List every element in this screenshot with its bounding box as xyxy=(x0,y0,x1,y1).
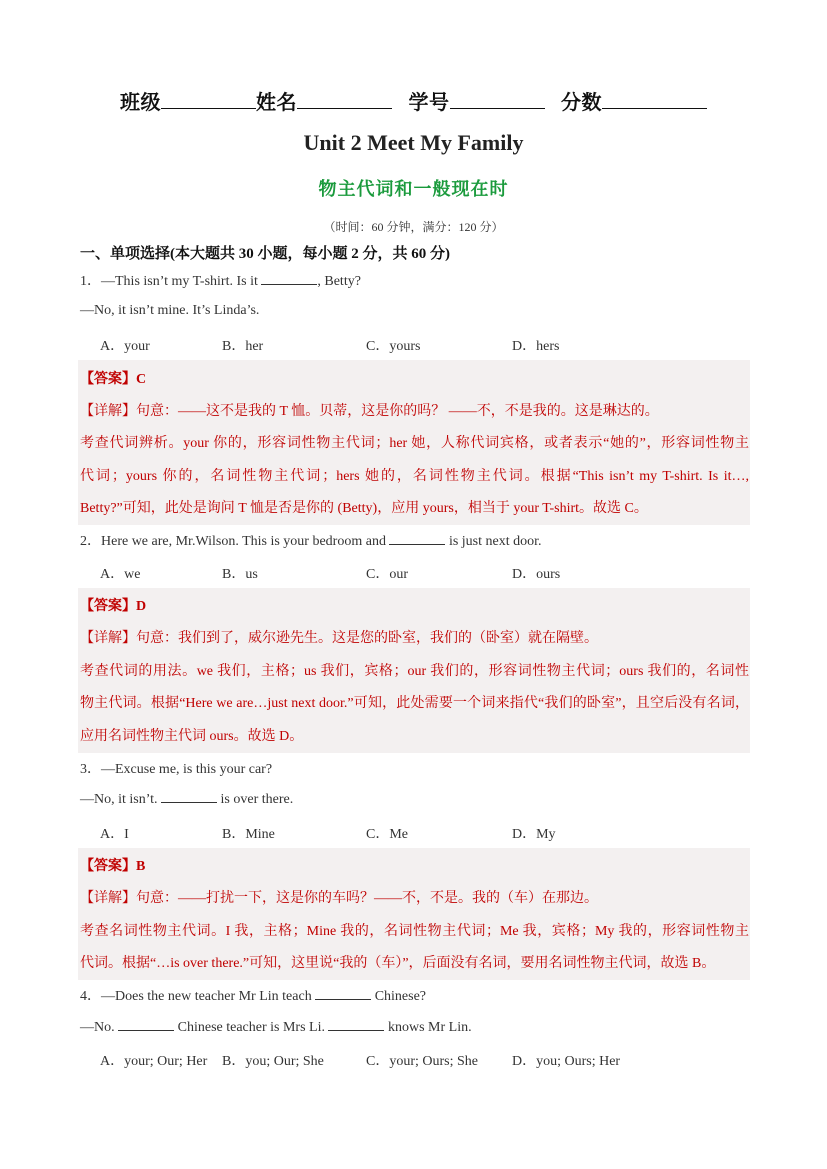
question-4-option-d[interactable]: D．you; Ours; Her xyxy=(512,1054,621,1069)
question-1-detail: 【详解】句意：——这不是我的 T 恤。贝蒂，这是你的吗？ ——不，不是我的。这是琳达的。 xyxy=(80,404,659,419)
student-info-header xyxy=(0,86,827,115)
question-1-analysis-line: 代词；yours 你的，名词性物主代词；hers 她的，名词性物主代词。根据“This isn’t my T-shirt. Is it…, xyxy=(80,469,749,484)
question-3-option-c[interactable]: C．Me xyxy=(366,827,408,842)
question-4-reply: —No. Chinese teacher is Mrs Li. knows Mr Lin. xyxy=(80,1020,472,1035)
question-3-option-a[interactable]: A．I xyxy=(100,827,129,842)
name-label: 姓名 xyxy=(256,92,297,114)
question-4-option-b[interactable]: B．you; Our; She xyxy=(222,1054,324,1069)
name-blank[interactable] xyxy=(297,90,392,109)
page-title: Unit 2 Meet My Family xyxy=(303,130,524,155)
answer-blank xyxy=(328,1018,384,1031)
question-1-answer: 【答案】C xyxy=(80,372,147,387)
question-3-analysis-line: 考查名词性物主代词。I 我，主格；Mine 我的，名词性物主代词；Me 我，宾格；My 我的，形容词性物主 xyxy=(80,924,749,939)
question-3-detail: 【详解】句意：——打扰一下，这是你的车吗？——不，不是。我的（车）在那边。 xyxy=(80,891,598,906)
question-1-analysis-line: 考查代词辨析。your 你的，形容词性物主代词；her 她，人称代词宾格，或者表示“她的”，形容词性物主 xyxy=(80,436,749,451)
question-3-option-d[interactable]: D．My xyxy=(512,827,556,842)
answer-blank xyxy=(389,532,445,545)
student-id-label: 学号 xyxy=(408,92,450,114)
question-3-reply: —No, it isn’t. is over there. xyxy=(80,792,294,807)
question-2-detail: 【详解】句意：我们到了，威尔逊先生。这是您的卧室，我们的（卧室）就在隔壁。 xyxy=(80,631,598,646)
question-4-option-a[interactable]: A．your; Our; Her xyxy=(100,1054,208,1069)
question-2-answer: 【答案】D xyxy=(80,599,147,614)
question-3-answer: 【答案】B xyxy=(80,859,146,874)
question-4-stem: 4．—Does the new teacher Mr Lin teach Chinese? xyxy=(80,989,427,1004)
answer-blank xyxy=(161,790,217,803)
question-4-option-c[interactable]: C．your; Ours; She xyxy=(366,1054,478,1069)
score-blank[interactable] xyxy=(602,90,707,109)
question-2-analysis-line: 应用名词性物主代词 ours。故选 D。 xyxy=(80,729,304,744)
question-2-option-b[interactable]: B．us xyxy=(222,567,258,582)
score-label: 分数 xyxy=(561,92,602,114)
question-2-analysis-line: 考查代词的用法。we 我们，主格；us 我们，宾格；our 我们的，形容词性物主代词；ours 我们的，名词性 xyxy=(80,664,749,679)
class-blank[interactable] xyxy=(161,90,256,109)
answer-blank xyxy=(118,1018,174,1031)
question-3-analysis-line: 代词。根据“…is over there.”可知，这里说“我的（车）”，后面没有名词，要用名词性物主代词，故选 B。 xyxy=(80,956,716,971)
exam-meta: （时间：60 分钟，满分：120 分） xyxy=(323,220,504,234)
question-3-option-b[interactable]: B．Mine xyxy=(222,827,275,842)
question-2-analysis-line: 物主代词。根据“Here we are…just next door.”可知，此处需要一个词来指代“我们的卧室”，且空后没有名词， xyxy=(80,696,749,711)
question-1-analysis-line: Betty?”可知，此处是询问 T 恤是否是你的 (Betty)，应用 yours，相当于 your T-shirt。故选 C。 xyxy=(80,501,648,516)
question-1-option-a[interactable]: A．your xyxy=(100,339,150,354)
question-3-stem: 3．—Excuse me, is this your car? xyxy=(80,762,273,777)
question-1-stem: 1．—This isn’t my T-shirt. Is it , Betty? xyxy=(80,274,361,289)
answer-blank xyxy=(315,987,371,1000)
answer-blank xyxy=(261,272,317,285)
page-subtitle: 物主代词和一般现在时 xyxy=(318,179,509,199)
question-2-stem: 2．Here we are, Mr.Wilson. This is your bedroom and is just next door. xyxy=(80,534,542,549)
question-2-option-a[interactable]: A．we xyxy=(100,567,141,582)
question-1-reply: —No, it isn’t mine. It’s Linda’s. xyxy=(80,303,260,318)
question-2-option-d[interactable]: D．ours xyxy=(512,567,561,582)
question-2-option-c[interactable]: C．our xyxy=(366,567,408,582)
section-heading: 一、单项选择(本大题共 30 小题，每小题 2 分，共 60 分) xyxy=(80,246,450,262)
question-1-option-c[interactable]: C．yours xyxy=(366,339,421,354)
class-label: 班级 xyxy=(120,92,161,114)
student-id-blank[interactable] xyxy=(450,90,545,109)
question-1-option-b[interactable]: B．her xyxy=(222,339,264,354)
question-1-option-d[interactable]: D．hers xyxy=(512,339,560,354)
